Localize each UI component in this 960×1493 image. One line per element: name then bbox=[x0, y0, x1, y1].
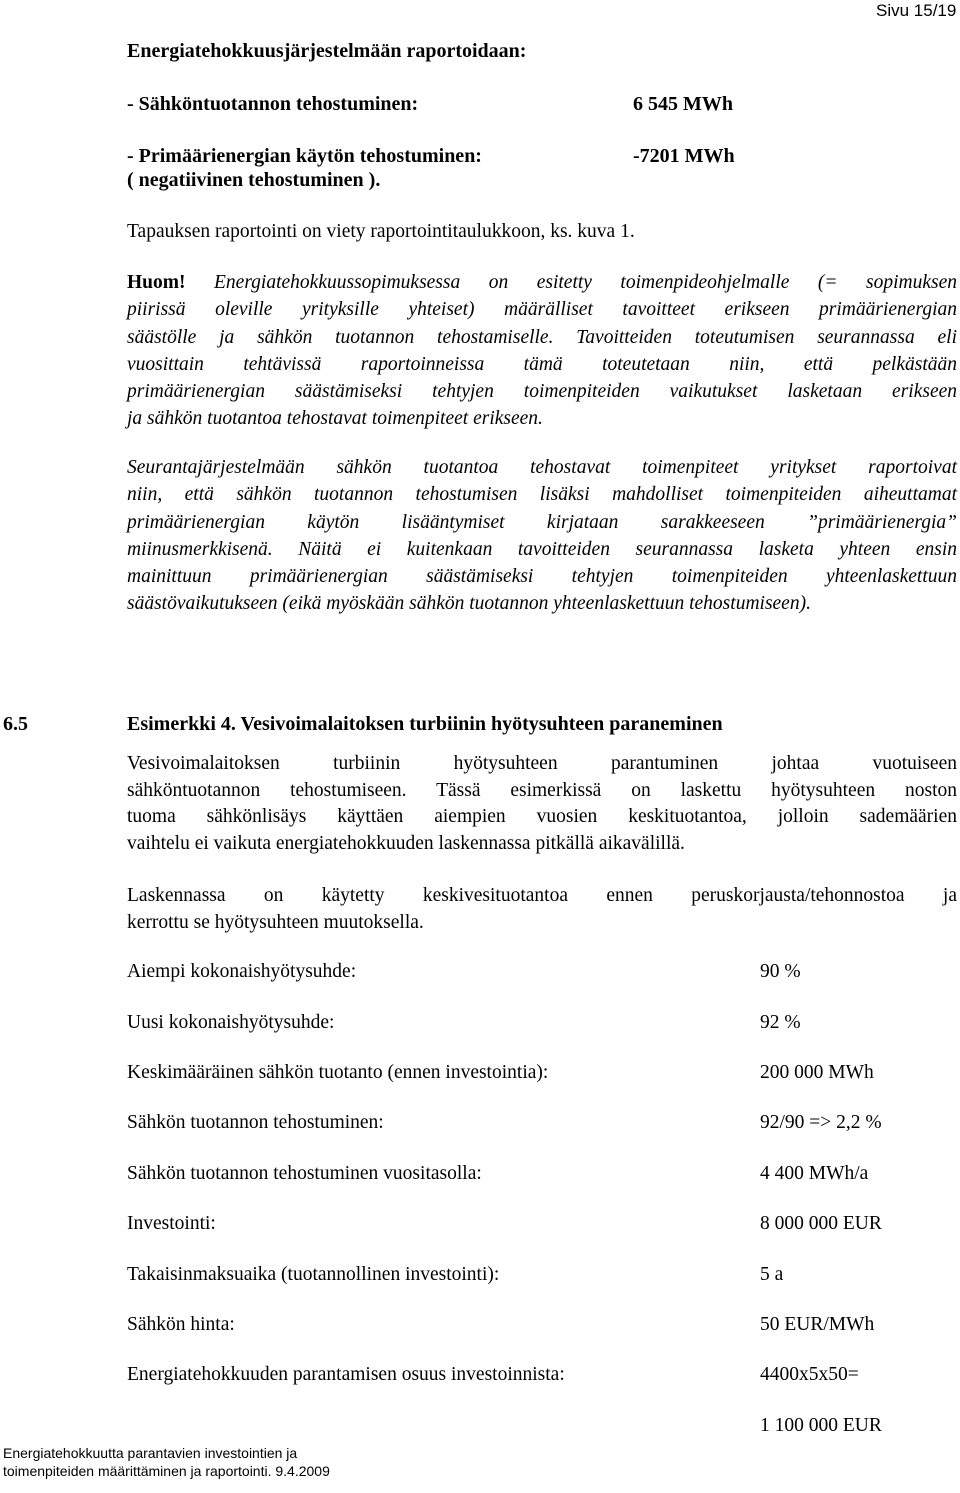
huom-paragraph bbox=[127, 269, 957, 433]
seuranta-line: niin, että sähkön tuotannon tehostumisen lisäksi mahdolliset toimenpiteiden aiheuttamat bbox=[127, 484, 957, 506]
report-heading: Energiatehokkuusjärjestelmään raportoidaan: bbox=[127, 40, 527, 62]
calc-label: Sähkön hinta: bbox=[127, 1314, 235, 1335]
report-reference: Tapauksen raportointi on viety raportointitaulukkoon, ks. kuva 1. bbox=[127, 221, 635, 242]
huom-line: vuosittain tehtävissä raportoinneissa tämä toteutetaan niin, että pelkästään bbox=[127, 353, 957, 375]
calc-value: 90 % bbox=[760, 961, 801, 982]
report-line-value: 6 545 MWh bbox=[633, 93, 733, 115]
paragraph-line: Vesivoimalaitoksen turbiinin hyötysuhteen parantuminen johtaa vuotuiseen bbox=[127, 753, 957, 774]
seuranta-line: mainittuun primäärienergian säästämiseksi tehtyjen toimenpiteiden yhteenlaskettuun bbox=[127, 566, 957, 588]
huom-line: piirissä oleville yrityksille yhteiset) määrälliset tavoitteet erikseen primäärienergian bbox=[127, 299, 957, 321]
footer-line: toimenpiteiden määrittäminen ja raportointi. 9.4.2009 bbox=[3, 1463, 330, 1479]
seuranta-line: miinusmerkkisenä. Näitä ei kuitenkaan tavoitteiden seurannassa lasketa yhteen ensin bbox=[127, 538, 957, 560]
calc-value: 50 EUR/MWh bbox=[760, 1314, 875, 1335]
calc-label: Keskimääräinen sähkön tuotanto (ennen investointia): bbox=[127, 1062, 549, 1083]
paragraph-line: kerrottu se hyötysuhteen muutoksella. bbox=[127, 911, 424, 933]
page-number: Sivu 15/19 bbox=[876, 1, 957, 20]
seuranta-line: Seurantajärjestelmään sähkön tuotantoa tehostavat toimenpiteet yritykset raportoivat bbox=[127, 457, 957, 478]
calc-value: 200 000 MWh bbox=[760, 1062, 874, 1083]
footer-line: Energiatehokkuutta parantavien investointien ja bbox=[3, 1445, 298, 1461]
calc-label: Investointi: bbox=[127, 1213, 216, 1234]
calc-label: Uusi kokonaishyötysuhde: bbox=[127, 1012, 335, 1033]
huom-line: primäärienergian säästämiseksi tehtyjen toimenpiteiden vaikutukset lasketaan erikseen bbox=[127, 381, 957, 403]
calc-result: 1 100 000 EUR bbox=[760, 1415, 882, 1436]
paragraph-line: vaihtelu ei vaikuta energiatehokkuuden laskennassa pitkällä aikavälillä. bbox=[127, 833, 685, 855]
section-paragraph-2 bbox=[127, 883, 957, 936]
seuranta-line: säästövaikutukseen (eikä myöskään sähkön tuotannon yhteenlaskettuun tehostumiseen). bbox=[127, 593, 811, 615]
calc-label: Energiatehokkuuden parantamisen osuus investoinnista: bbox=[127, 1364, 565, 1385]
calc-label: Sähkön tuotannon tehostuminen: bbox=[127, 1112, 384, 1133]
seuranta-line: primäärienergian käytön lisääntymiset kirjataan sarakkeeseen ”primäärienergia” bbox=[127, 511, 957, 533]
huom-label: Huom! bbox=[127, 272, 186, 293]
section-title: Esimerkki 4. Vesivoimalaitoksen turbiinin hyötysuhteen paraneminen bbox=[127, 713, 723, 735]
seuranta-paragraph bbox=[127, 454, 957, 618]
report-line-label: - Sähköntuotannon tehostuminen: bbox=[127, 93, 419, 115]
calc-value: 4 400 MWh/a bbox=[760, 1163, 869, 1184]
report-note: ( negatiivinen tehostuminen ). bbox=[127, 169, 381, 191]
calc-value: 8 000 000 EUR bbox=[760, 1213, 882, 1234]
calc-value: 4400x5x50= bbox=[760, 1364, 859, 1385]
report-line-label: - Primäärienergian käytön tehostuminen: bbox=[127, 145, 482, 167]
section-paragraph-1 bbox=[127, 751, 957, 858]
huom-line: Huom! Energiatehokkuussopimuksessa on esitetty toimenpideohjelmalle (= sopimuksen bbox=[127, 272, 958, 293]
calc-label: Sähkön tuotannon tehostuminen vuositasolla: bbox=[127, 1163, 482, 1184]
calc-value: 92/90 => 2,2 % bbox=[760, 1112, 882, 1133]
calc-label: Takaisinmaksuaika (tuotannollinen investointi): bbox=[127, 1264, 500, 1285]
calc-value: 92 % bbox=[760, 1012, 801, 1033]
paragraph-line: Laskennassa on käytetty keskivesituotantoa ennen peruskorjausta/tehonnostoa ja bbox=[127, 885, 957, 906]
paragraph-line: sähköntuotannon tehostumiseen. Tässä esimerkissä on laskettu hyötysuhteen noston bbox=[127, 779, 957, 801]
report-line-value: -7201 MWh bbox=[633, 145, 735, 167]
section-number: 6.5 bbox=[3, 713, 28, 735]
calc-value: 5 a bbox=[760, 1264, 784, 1285]
huom-line: ja sähkön tuotantoa tehostavat toimenpiteet erikseen. bbox=[127, 408, 543, 430]
calc-label: Aiempi kokonaishyötysuhde: bbox=[127, 961, 357, 982]
paragraph-line: tuoma sähkönlisäys käyttäen aiempien vuosien keskituotantoa, jolloin sademäärien bbox=[127, 806, 957, 828]
huom-line: säästölle ja sähkön tuotannon tehostamiselle. Tavoitteiden toteutumisen seurannassa eli bbox=[127, 326, 957, 348]
